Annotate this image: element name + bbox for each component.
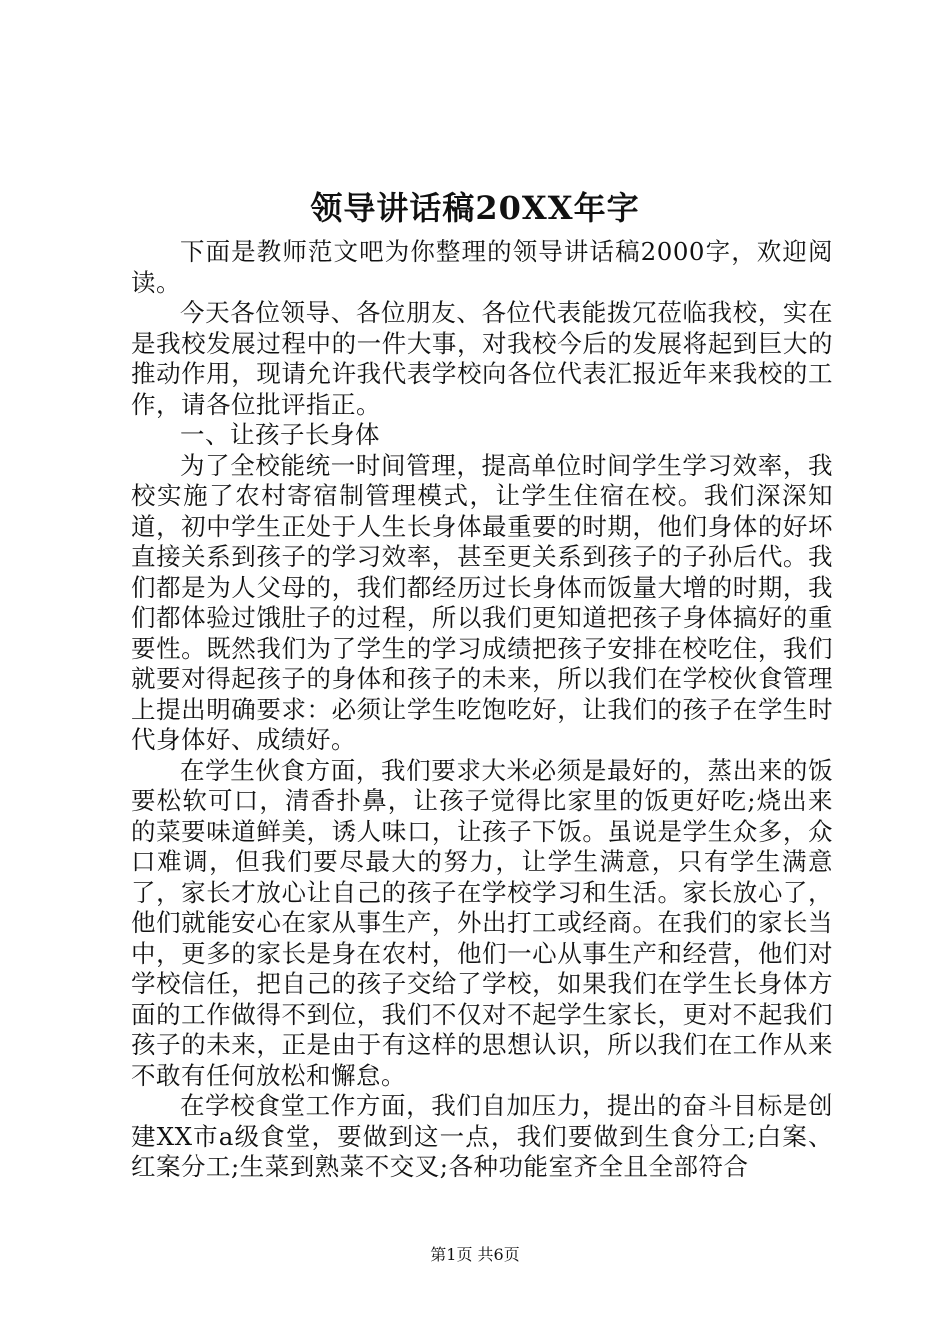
document-title: 领导讲话稿20XX年字 xyxy=(310,189,640,227)
paragraph-boarding: 为了全校能统一时间管理，提高单位时间学生学习效率，我校实施了农村寄宿制管理模式，让学生住宿在校。我们深深知道，初中学生正处于人生长身体最重要的时期，他们身体的好坏直接关系到孩子的学习效率，甚至更关系到孩子的子孙后代。我们都是为人父母的，我们都经历过长身体而饭量大增的时期，我们都体验过饿肚子的过程，所以我们更知道把孩子身体搞好的重要性。既然我们为了学生的学习成绩把孩子安排在校吃住，我们就要对得起孩子的身体和孩子的未来，所以我们在学校伙食管理上提出明确要求：必须让学生吃饱吃好，让我们的孩子在学生时代身体好、成绩好。 xyxy=(131,450,833,754)
paragraph-canteen: 在学校食堂工作方面，我们自加压力，提出的奋斗目标是创建XX市a级食堂，要做到这一点，我们要做到生食分工;白案、红案分工;生菜到熟菜不交叉;各种功能室齐全且全部符合 xyxy=(131,1091,833,1181)
paragraph-intro: 下面是教师范文吧为你整理的领导讲话稿2000字，欢迎阅读。 xyxy=(131,237,833,297)
paragraph-meals: 在学生伙食方面，我们要求大米必须是最好的，蒸出来的饭要松软可口，清香扑鼻，让孩子觉得比家里的饭更好吃;烧出来的菜要味道鲜美，诱人味口，让孩子下饭。虽说是学生众多，众口难调，但我们要尽最大的努力，让学生满意，只有学生满意了，家长才放心让自己的孩子在学校学习和生活。家长放心了，他们就能安心在家从事生产，外出打工或经商。在我们的家长当中，更多的家长是身在农村，他们一心从事生产和经营，他们对学校信任，把自己的孩子交给了学校，如果我们在学生长身体方面的工作做得不到位，我们不仅对不起学生家长，更对不起我们孩子的未来，正是由于有这样的思想认识，所以我们在工作从来不敢有任何放松和懈怠。 xyxy=(131,755,833,1090)
section-heading: 一、让孩子长身体 xyxy=(180,420,380,449)
page-number: 第1页 共6页 xyxy=(430,1245,520,1264)
document-body xyxy=(131,237,833,1183)
paragraph-greeting: 今天各位领导、各位朋友、各位代表能拨冗莅临我校，实在是我校发展过程中的一件大事，对我校今后的发展将起到巨大的推动作用，现请允许我代表学校向各位代表汇报近年来我校的工作，请各位批评指正。 xyxy=(131,298,833,419)
